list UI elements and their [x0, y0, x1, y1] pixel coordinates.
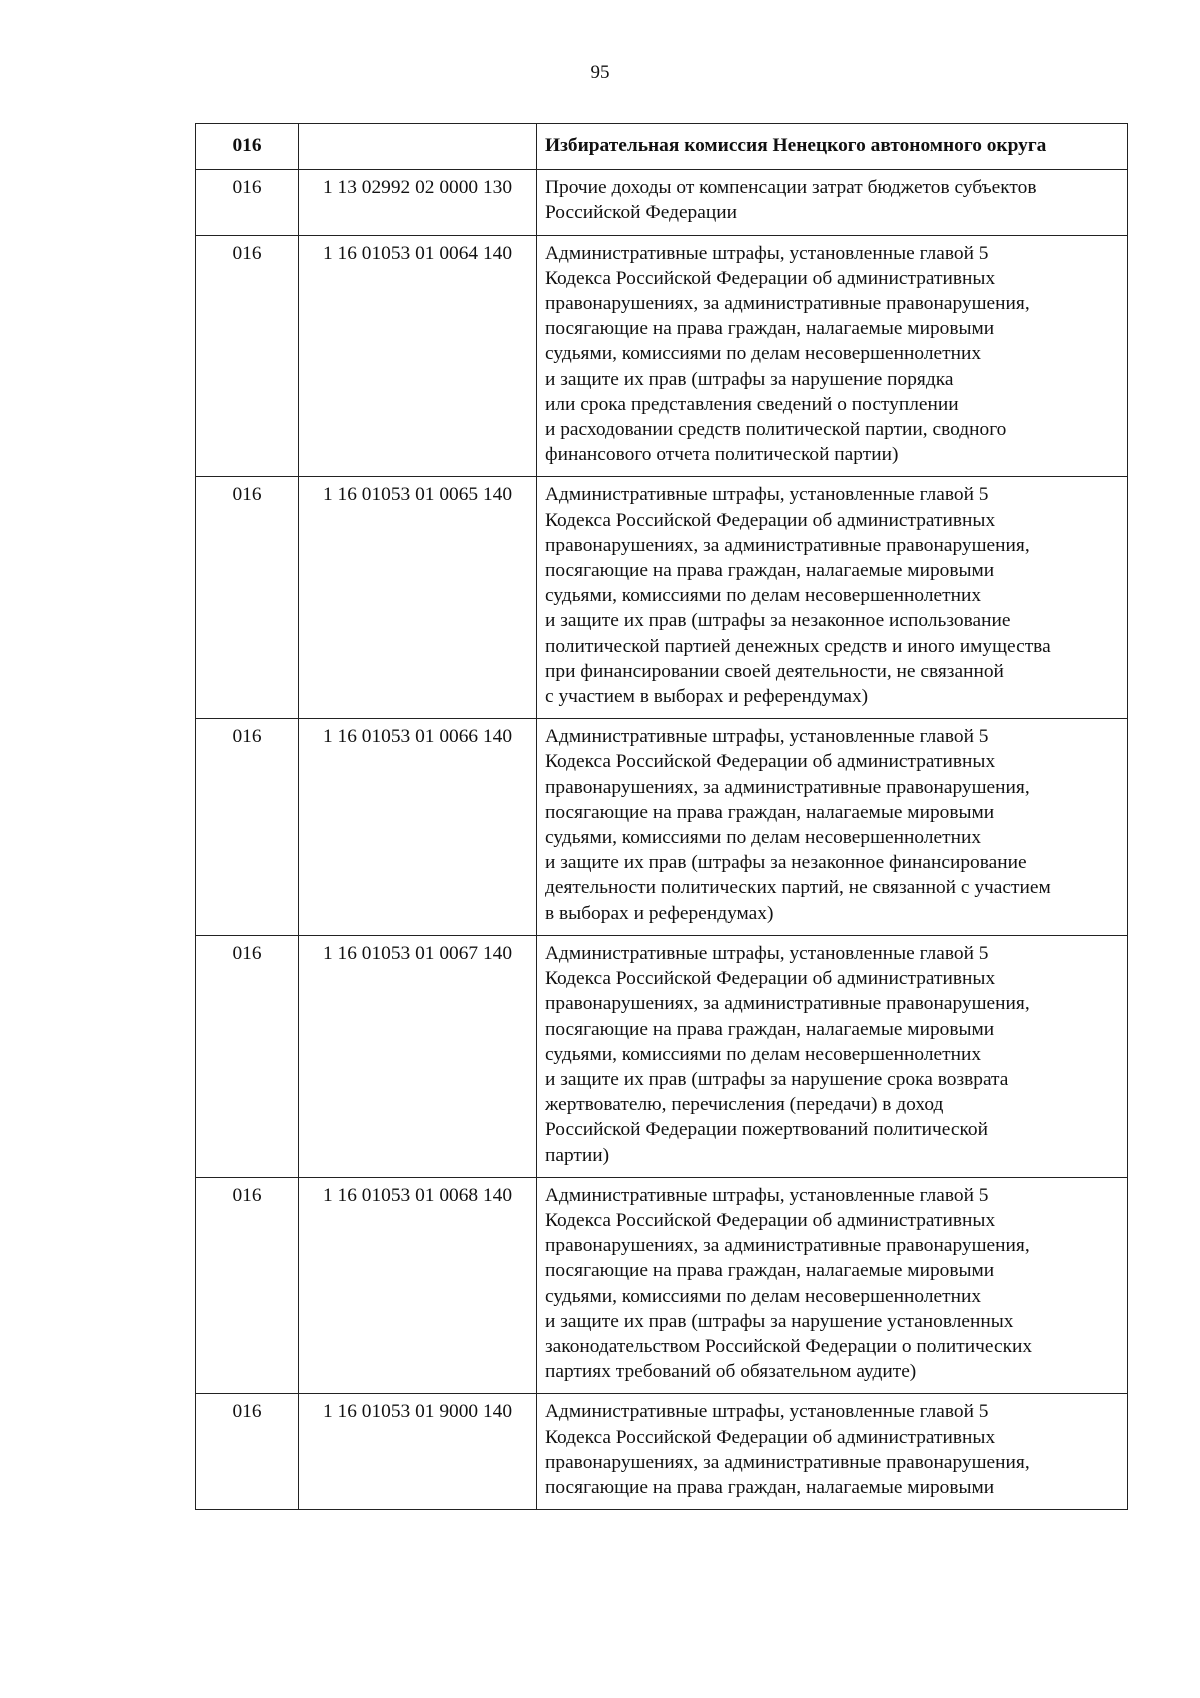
- revenue-name-cell: [537, 477, 1128, 719]
- revenue-codes-table: [195, 123, 1128, 1510]
- revenue-name-cell: [537, 935, 1128, 1177]
- revenue-name-line: Административные штрафы, установленные главой 5: [545, 726, 989, 748]
- budget-code-cell: 1 13 02992 02 0000 130: [299, 170, 537, 235]
- revenue-name-line: посягающие на права граждан, налагаемые мировыми: [545, 1018, 995, 1040]
- revenue-name-line: Российской Федерации пожертвований политической: [545, 1119, 988, 1141]
- header-code: [299, 124, 537, 170]
- revenue-name-line: посягающие на права граждан, налагаемые мировыми: [545, 318, 995, 340]
- table-row: [196, 170, 1128, 235]
- revenue-name-line: правонарушениях, за административные правонарушения,: [545, 534, 1030, 556]
- revenue-name-line: в выборах и референдумах): [545, 902, 774, 924]
- budget-code-cell: 1 16 01053 01 0064 140: [299, 235, 537, 477]
- revenue-name-line: судьями, комиссиями по делам несовершеннолетних: [545, 1285, 982, 1307]
- table-row: [196, 1177, 1128, 1394]
- revenue-name-line: Прочие доходы от компенсации затрат бюджетов субъектов: [545, 177, 1037, 199]
- header-admin-code: 016: [196, 124, 299, 170]
- revenue-name-line: Кодекса Российской Федерации об административных: [545, 1426, 996, 1448]
- admin-code-cell: 016: [196, 235, 299, 477]
- revenue-name-line: правонарушениях, за административные правонарушения,: [545, 1451, 1030, 1473]
- revenue-name-line: судьями, комиссиями по делам несовершеннолетних: [545, 585, 982, 607]
- revenue-name-line: судьями, комиссиями по делам несовершеннолетних: [545, 827, 982, 849]
- revenue-name-line: Административные штрафы, установленные главой 5: [545, 1401, 989, 1423]
- budget-code-cell: 1 16 01053 01 0065 140: [299, 477, 537, 719]
- budget-code-cell: 1 16 01053 01 0066 140: [299, 719, 537, 936]
- revenue-name-line: и защите их прав (штрафы за нарушение установленных: [545, 1310, 1014, 1332]
- revenue-name-line: Кодекса Российской Федерации об административных: [545, 509, 996, 531]
- table-row: [196, 235, 1128, 477]
- revenue-name-line: посягающие на права граждан, налагаемые мировыми: [545, 560, 995, 582]
- table-body: [196, 124, 1128, 1510]
- revenue-name-line: финансового отчета политической партии): [545, 444, 899, 466]
- revenue-name-line: и защите их прав (штрафы за незаконное использование: [545, 610, 1011, 632]
- revenue-name-line: посягающие на права граждан, налагаемые мировыми: [545, 1476, 995, 1498]
- budget-code-cell: 1 16 01053 01 9000 140: [299, 1394, 537, 1510]
- revenue-name-cell: [537, 170, 1128, 235]
- revenue-name-line: правонарушениях, за административные правонарушения,: [545, 993, 1030, 1015]
- revenue-name-line: жертвователю, перечисления (передачи) в доход: [545, 1094, 944, 1116]
- revenue-name-line: или срока представления сведений о поступлении: [545, 393, 959, 415]
- admin-code-cell: 016: [196, 719, 299, 936]
- admin-code-cell: 016: [196, 477, 299, 719]
- revenue-name-line: правонарушениях, за административные правонарушения,: [545, 776, 1030, 798]
- header-name: Избирательная комиссия Ненецкого автономного округа: [537, 124, 1128, 170]
- revenue-name-cell: [537, 719, 1128, 936]
- revenue-name-line: и защите их прав (штрафы за нарушение срока возврата: [545, 1068, 1009, 1090]
- revenue-name-line: Российской Федерации: [545, 202, 737, 224]
- revenue-name-line: партии): [545, 1144, 610, 1166]
- table-row: [196, 477, 1128, 719]
- revenue-name-line: Кодекса Российской Федерации об административных: [545, 267, 996, 289]
- revenue-name-cell: [537, 1394, 1128, 1510]
- table-header-row: [196, 124, 1128, 170]
- admin-code-cell: 016: [196, 1177, 299, 1394]
- revenue-name-line: Кодекса Российской Федерации об административных: [545, 1209, 996, 1231]
- revenue-name-line: Административные штрафы, установленные главой 5: [545, 484, 989, 506]
- page-number: 95: [590, 62, 610, 83]
- revenue-name-line: законодательством Российской Федерации о политических: [545, 1335, 1033, 1357]
- revenue-name-line: Административные штрафы, установленные главой 5: [545, 242, 989, 264]
- admin-code-cell: 016: [196, 935, 299, 1177]
- budget-code-cell: 1 16 01053 01 0067 140: [299, 935, 537, 1177]
- revenue-name-line: и защите их прав (штрафы за нарушение порядка: [545, 368, 954, 390]
- revenue-name-line: деятельности политических партий, не связанной с участием: [545, 877, 1051, 899]
- revenue-name-line: Административные штрафы, установленные главой 5: [545, 1184, 989, 1206]
- revenue-name-line: правонарушениях, за административные правонарушения,: [545, 293, 1030, 315]
- revenue-name-line: Кодекса Российской Федерации об административных: [545, 751, 996, 773]
- revenue-name-line: и расходовании средств политической партии, сводного: [545, 419, 1007, 441]
- revenue-name-line: с участием в выборах и референдумах): [545, 686, 869, 708]
- revenue-name-line: судьями, комиссиями по делам несовершеннолетних: [545, 343, 982, 365]
- revenue-name-line: при финансировании своей деятельности, не связанной: [545, 660, 1004, 682]
- admin-code-cell: 016: [196, 170, 299, 235]
- revenue-name-cell: [537, 235, 1128, 477]
- table-row: [196, 935, 1128, 1177]
- table-row: [196, 719, 1128, 936]
- revenue-name-line: посягающие на права граждан, налагаемые мировыми: [545, 1260, 995, 1282]
- table-row: [196, 1394, 1128, 1510]
- admin-code-cell: 016: [196, 1394, 299, 1510]
- revenue-name-line: и защите их прав (штрафы за незаконное финансирование: [545, 852, 1027, 874]
- revenue-name-line: посягающие на права граждан, налагаемые мировыми: [545, 801, 995, 823]
- revenue-name-line: Административные штрафы, установленные главой 5: [545, 942, 989, 964]
- budget-code-cell: 1 16 01053 01 0068 140: [299, 1177, 537, 1394]
- revenue-name-line: политической партией денежных средств и иного имущества: [545, 635, 1051, 657]
- revenue-name-line: Кодекса Российской Федерации об административных: [545, 968, 996, 990]
- revenue-name-line: партиях требований об обязательном аудите): [545, 1361, 917, 1383]
- revenue-name-line: правонарушениях, за административные правонарушения,: [545, 1235, 1030, 1257]
- revenue-name-cell: [537, 1177, 1128, 1394]
- revenue-name-line: судьями, комиссиями по делам несовершеннолетних: [545, 1043, 982, 1065]
